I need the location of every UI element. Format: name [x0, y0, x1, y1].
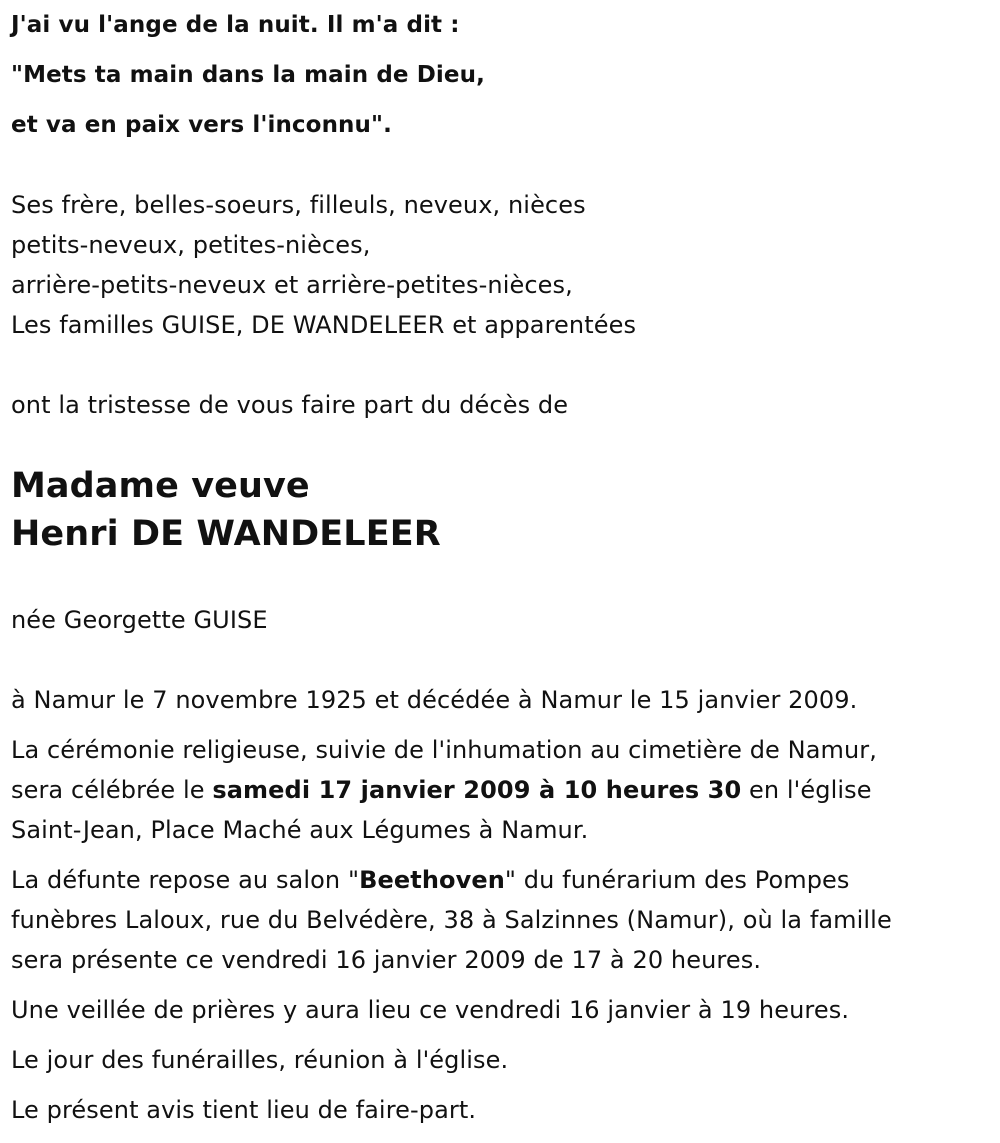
ceremony-line-1: La cérémonie religieuse, suivie de l'inhumation au cimetière de Namur,: [11, 736, 877, 764]
ceremony-text-after: en l'église: [741, 776, 872, 804]
announcement-text: ont la tristesse de vous faire part du décès de: [11, 391, 569, 419]
viewing-line-2: funèbres Laloux, rue du Belvédère, 38 à Salzinnes (Namur), où la famille: [11, 906, 892, 934]
notice-text: Le présent avis tient lieu de faire-part.: [11, 1096, 477, 1124]
vigil-text: Une veillée de prières y aura lieu ce vendredi 16 janvier à 19 heures.: [11, 996, 850, 1024]
deceased-title: Madame veuve: [11, 466, 310, 506]
viewing-text-after: " du funérarium des Pompes: [504, 866, 850, 894]
family-line-1: Ses frère, belles-soeurs, filleuls, neveux, nièces: [11, 191, 586, 219]
salon-name: Beethoven: [359, 866, 505, 894]
epigraph-line-3: et va en paix vers l'inconnu".: [11, 112, 392, 138]
ceremony-text-before: sera célébrée le: [11, 776, 213, 804]
ceremony-line-2: [11, 770, 872, 810]
family-line-4: Les familles GUISE, DE WANDELEER et apparentées: [11, 311, 637, 339]
epigraph-line-1: J'ai vu l'ange de la nuit. Il m'a dit :: [11, 12, 460, 38]
deceased-name: Henri DE WANDELEER: [11, 514, 441, 554]
ceremony-line-3: Saint-Jean, Place Maché aux Légumes à Namur.: [11, 816, 589, 844]
viewing-text-before: La défunte repose au salon ": [11, 866, 360, 894]
epigraph-line-2: "Mets ta main dans la main de Dieu,: [11, 62, 485, 88]
ceremony-datetime: samedi 17 janvier 2009 à 10 heures 30: [212, 776, 742, 804]
family-line-3: arrière-petits-neveux et arrière-petites-nièces,: [11, 271, 573, 299]
viewing-line-3: sera présente ce vendredi 16 janvier 2009 de 17 à 20 heures.: [11, 946, 762, 974]
family-line-2: petits-neveux, petites-nièces,: [11, 231, 371, 259]
maiden-name: née Georgette GUISE: [11, 606, 268, 634]
meeting-text: Le jour des funérailles, réunion à l'église.: [11, 1046, 509, 1074]
viewing-line-1: [11, 860, 850, 900]
life-dates: à Namur le 7 novembre 1925 et décédée à Namur le 15 janvier 2009.: [11, 686, 858, 714]
